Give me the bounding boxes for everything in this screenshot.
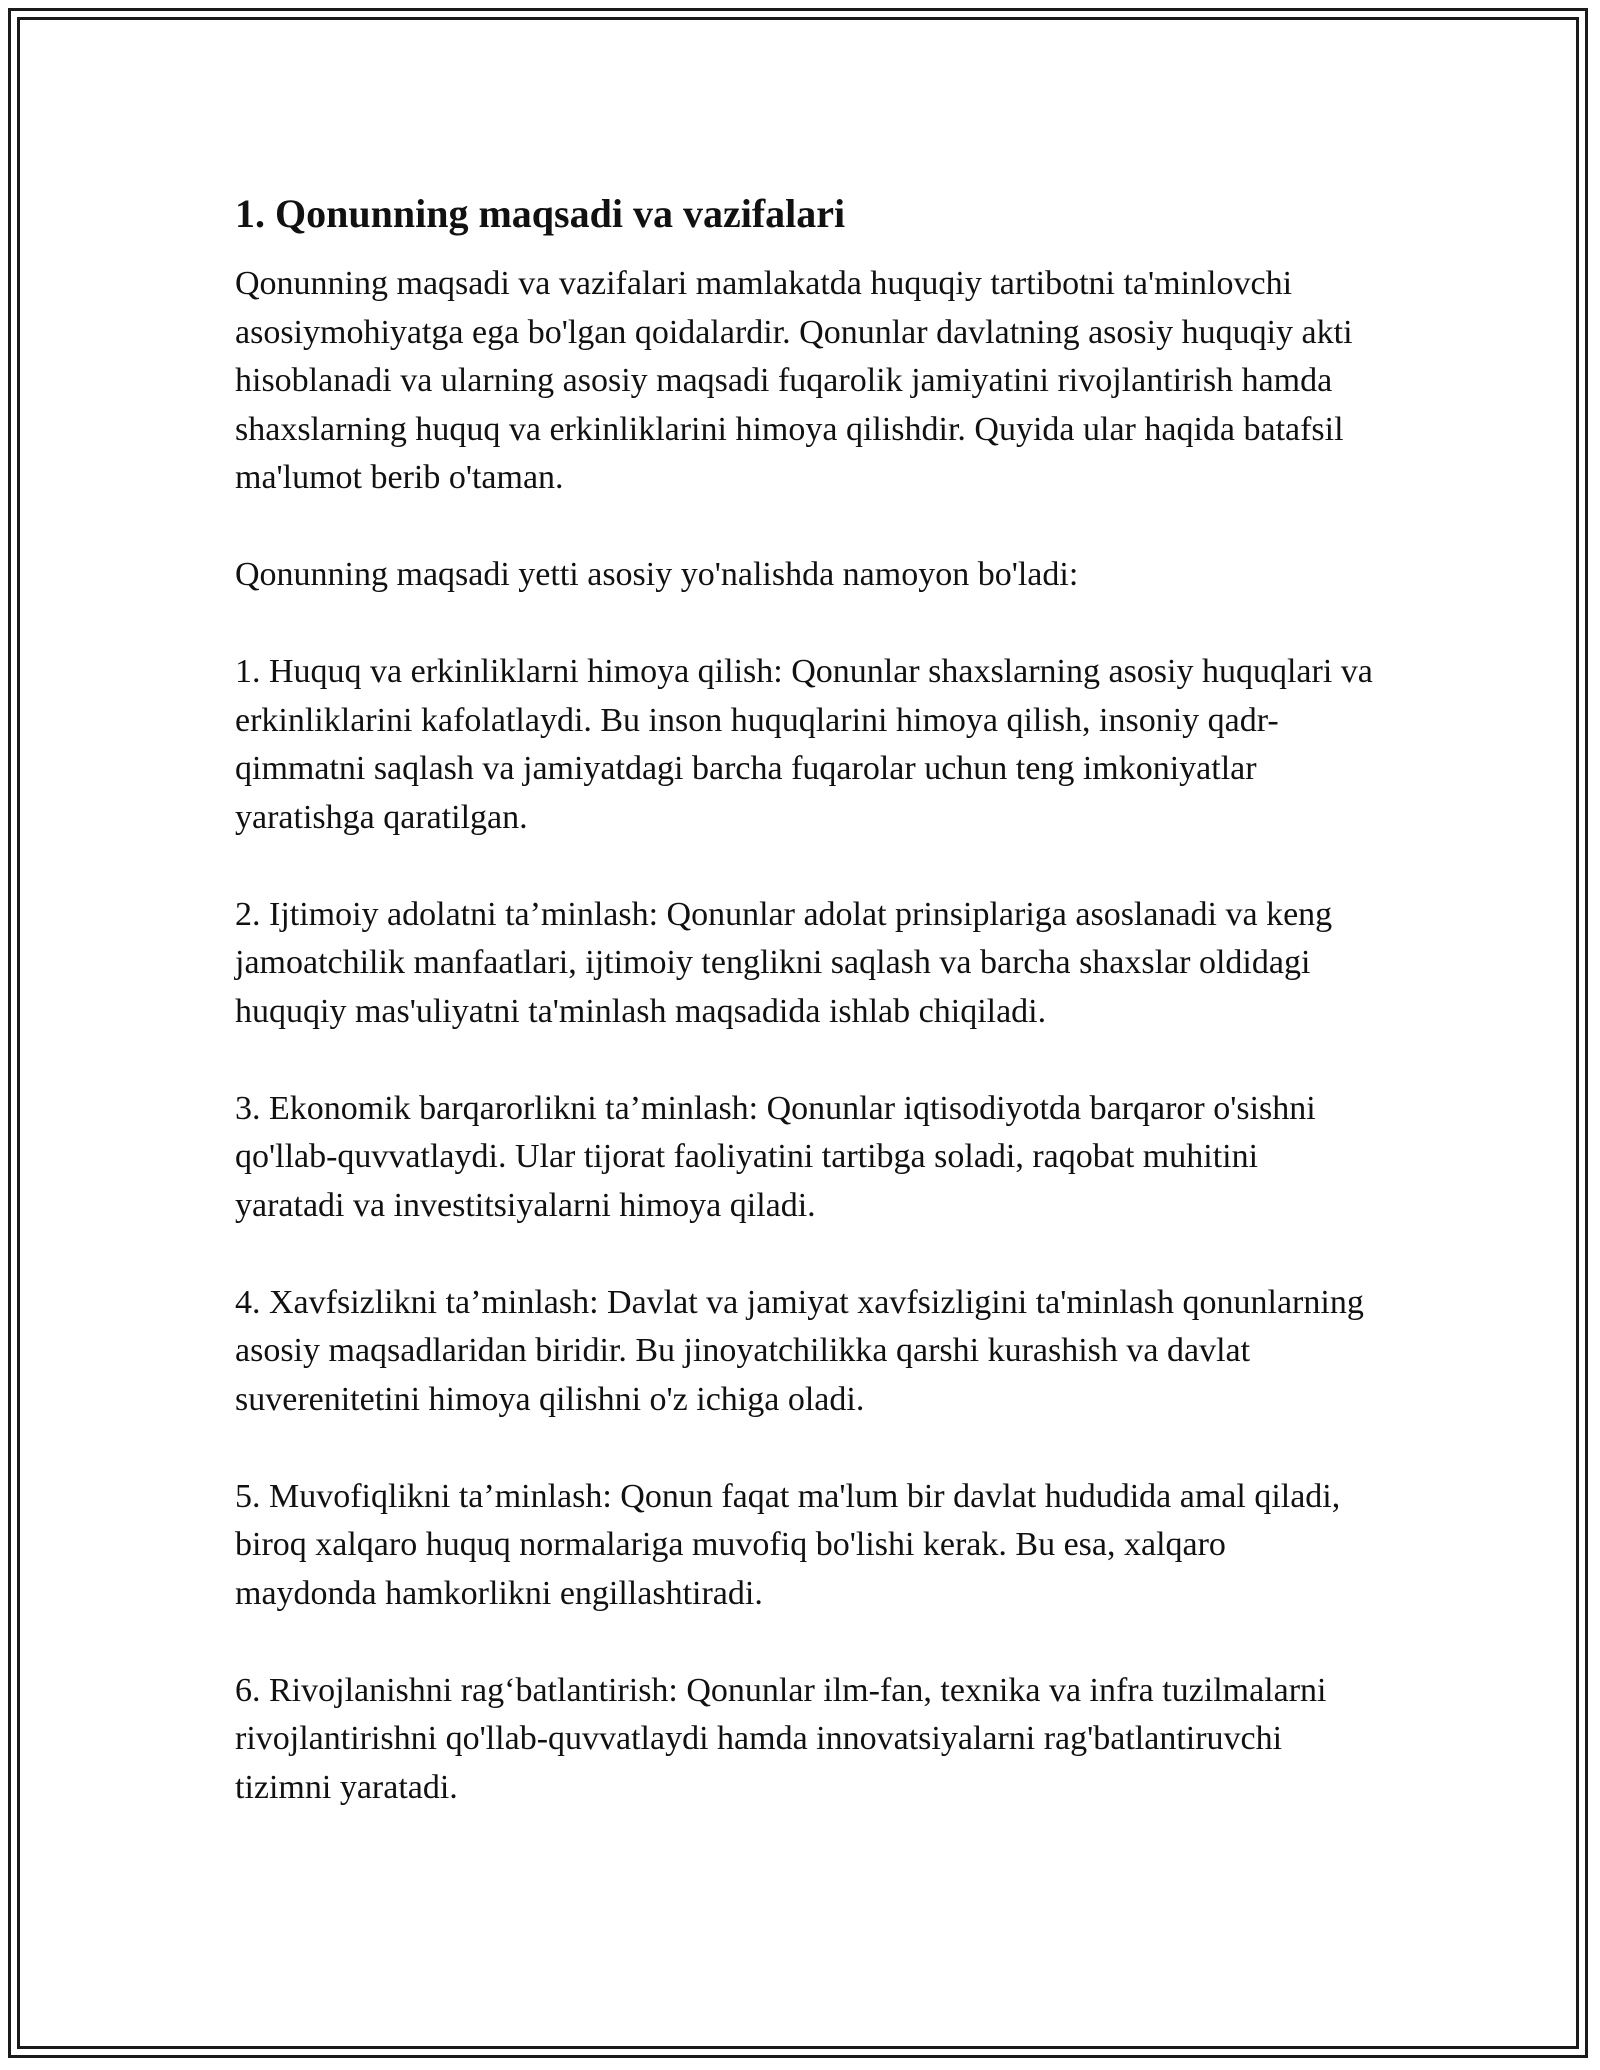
goal-item-5: 5. Muvofiqlikni ta’minlash: Qonun faqat ma'lum bir davlat hududida amal qiladi, biroq xalqaro huquq normalariga muvofiq bo'lishi kerak. Bu esa, xalqaro maydonda hamkorlikni engillashtiradi. xyxy=(235,1477,1341,1612)
goal-item-1: 1. Huquq va erkinliklarni himoya qilish: Qonunlar shaxslarning asosiy huquqlari va erkinliklarini kafolatlaydi. Bu inson huquqlarini himoya qilish, insoniy qadr-qimmatni saqlash va jamiyatdagi barcha fuqarolar uchun teng imkoniyatlar yaratishga qaratilgan. xyxy=(235,653,1373,836)
goal-item-6: 6. Rivojlanishni rag‘batlantirish: Qonunlar ilm-fan, texnika va infra tuzilmalarni rivojlantirishni qo'llab-quvvatlaydi hamda innovatsiyalarni rag'batlantiruvchi tizimni yaratadi. xyxy=(235,1671,1327,1806)
goal-item-3: 3. Ekonomik barqarorlikni ta’minlash: Qonunlar iqtisodiyotda barqaror o'sishni qo'llab-quvvatlaydi. Ular tijorat faoliyatini tartibga soladi, raqobat muhitini yaratadi va investitsiyalarni himoya qiladi. xyxy=(235,1089,1316,1224)
document-title: 1. Qonunning maqsadi va vazifalari xyxy=(235,191,846,236)
goals-lead-paragraph: Qonunning maqsadi yetti asosiy yo'nalishda namoyon bo'ladi: xyxy=(235,556,1079,593)
goal-item-2: 2. Ijtimoiy adolatni ta’minlash: Qonunlar adolat prinsiplariga asoslanadi va keng jamoatchilik manfaatlari, ijtimoiy tenglikni saqlash va barcha shaxslar oldidagi huquqiy mas'uliyatni ta'minlash maqsadida ishlab chiqiladi. xyxy=(235,895,1333,1030)
goal-item-4: 4. Xavfsizlikni ta’minlash: Davlat va jamiyat xavfsizligini ta'minlash qonunlarning asosiy maqsadlaridan biridir. Bu jinoyatchilikka qarshi kurashish va davlat suverenitetini himoya qilishni o'z ichiga oladi. xyxy=(235,1283,1364,1418)
intro-paragraph: Qonunning maqsadi va vazifalari mamlakatda huquqiy tartibotni ta'minlovchi asosiymohiyatga ega bo'lgan qoidalardir. Qonunlar davlatning asosiy huquqiy akti hisoblanadi va ularning asosiy maqsadi fuqarolik jamiyatini rivojlantirish hamda shaxslarning huquq va erkinliklarini himoya qilishdir. Quyida ular haqida batafsil ma'lumot berib o'taman. xyxy=(235,265,1353,496)
document-body xyxy=(235,190,1375,1861)
